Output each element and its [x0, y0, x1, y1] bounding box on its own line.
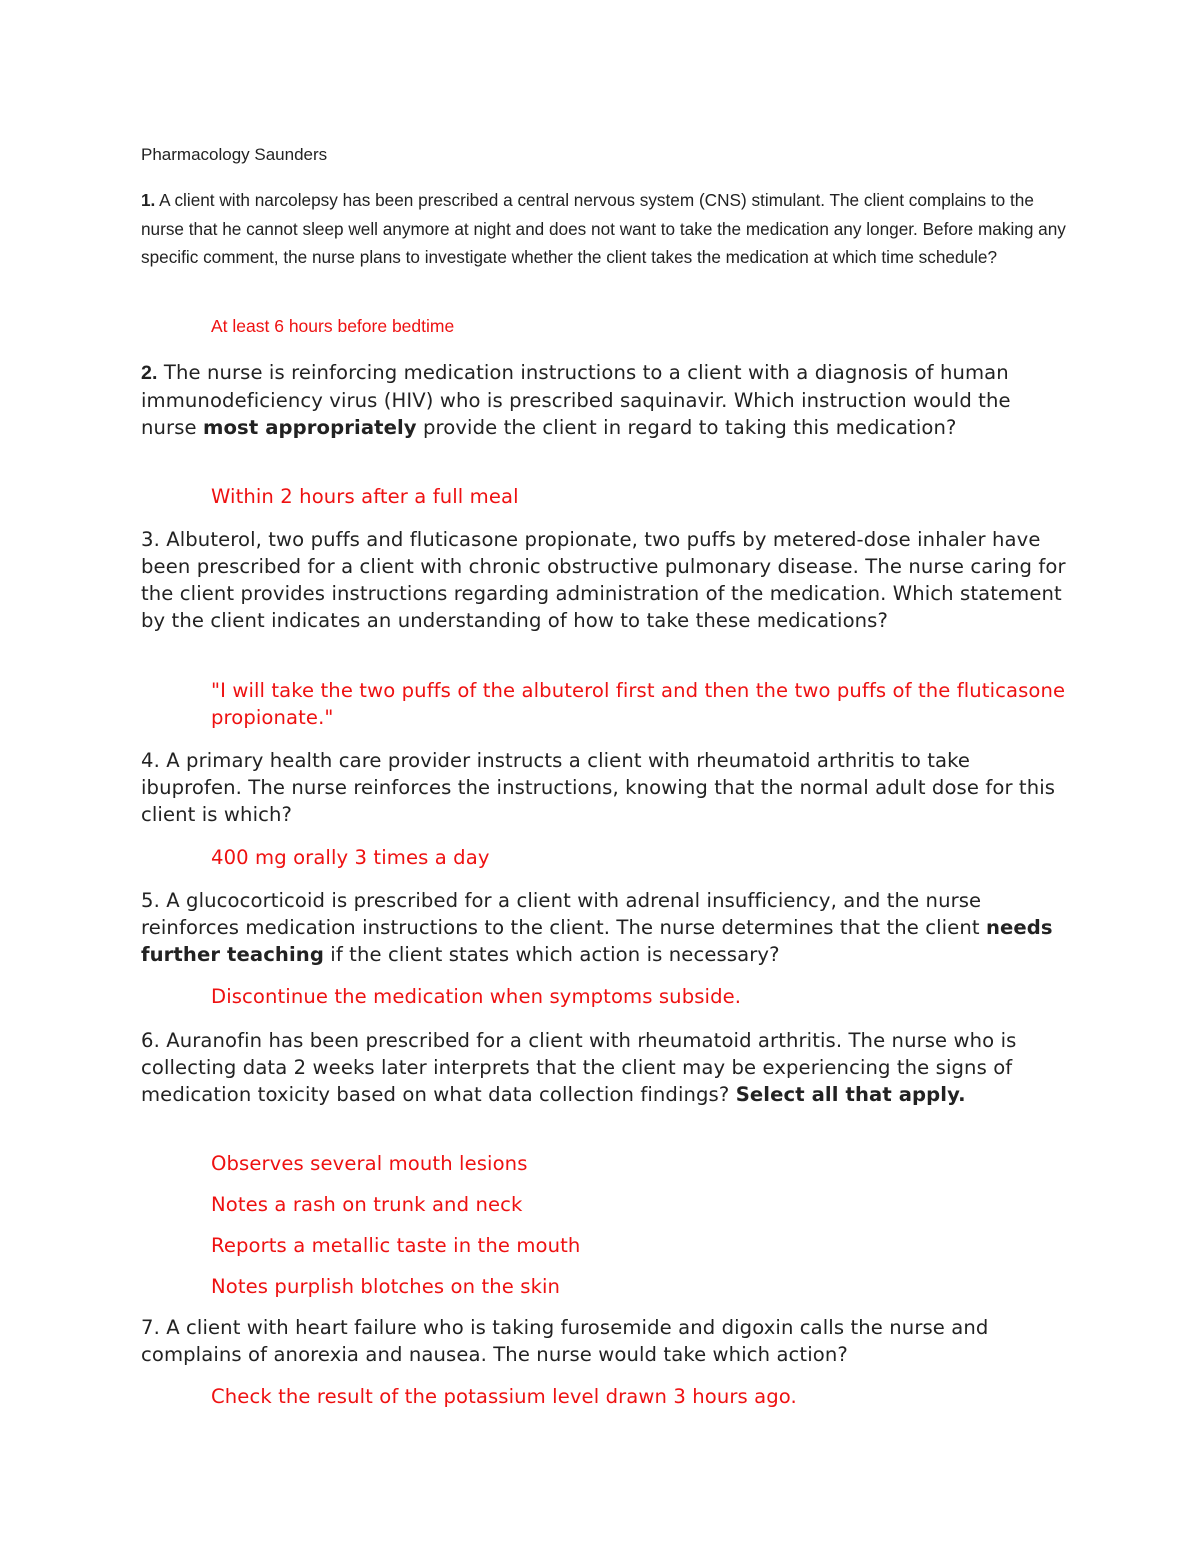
question-5 [141, 887, 1071, 968]
question-text: 6. Auranofin has been prescribed for a client with rheumatoid arthritis. The nurse who is collecting data 2 weeks later interprets that the client may be experiencing the signs of medication toxicity based on what data collection findings? [141, 1029, 1017, 1106]
answer-6-option: Observes several mouth lesions [211, 1152, 528, 1175]
question-emphasis: Select all that apply. [735, 1083, 966, 1106]
document-title: Pharmacology Saunders [141, 145, 328, 164]
answer-6-option: Notes purplish blotches on the skin [211, 1275, 561, 1298]
question-text: if the client states which action is necessary? [323, 943, 780, 966]
answer-5: Discontinue the medication when symptoms subside. [211, 985, 742, 1008]
question-3: 3. Albuterol, two puffs and fluticasone propionate, two puffs by metered-dose inhaler have been prescribed for a client with chronic obstructive pulmonary disease. The nurse caring for the client provides instructions regarding administration of the medication. Which statement by the client indicates an understanding of how to take these medications? [141, 528, 1066, 632]
answer-6-option: Reports a metallic taste in the mouth [211, 1234, 581, 1257]
answer-7: Check the result of the potassium level drawn 3 hours ago. [211, 1385, 797, 1408]
question-number: 1. [141, 190, 156, 210]
answer-4: 400 mg orally 3 times a day [211, 846, 490, 869]
question-2 [141, 359, 1071, 441]
question-7: 7. A client with heart failure who is taking furosemide and digoxin calls the nurse and complains of anorexia and nausea. The nurse would take which action? [141, 1316, 989, 1366]
question-emphasis: needs further teaching [141, 916, 1053, 966]
answer-6-option: Notes a rash on trunk and neck [211, 1193, 523, 1216]
answer-2: Within 2 hours after a full meal [211, 485, 519, 508]
question-text: The nurse is reinforcing medication instructions to a client with a diagnosis of human immunodeficiency virus (HIV) who is prescribed saquinavir. Which instruction would the nurse [141, 361, 1011, 439]
question-6 [141, 1027, 1071, 1108]
question-text: 5. A glucocorticoid is prescribed for a client with adrenal insufficiency, and the nurse reinforces medication instructions to the client. The nurse determines that the client [141, 889, 986, 939]
question-emphasis: most appropriately [202, 416, 417, 439]
answer-3: "I will take the two puffs of the albuterol first and then the two puffs of the fluticasone propionate." [211, 679, 1066, 729]
question-1 [141, 186, 1071, 272]
question-number: 2. [141, 362, 158, 384]
question-text: provide the client in regard to taking this medication? [416, 416, 957, 439]
question-text: A client with narcolepsy has been prescribed a central nervous system (CNS) stimulant. The client complains to the nurse that he cannot sleep well anymore at night and does not want to take the medication any longer. Before making any specific comment, the nurse plans to investigate whether the client takes the medication at which time schedule? [141, 190, 1066, 268]
answer-1: At least 6 hours before bedtime [211, 316, 455, 336]
question-4: 4. A primary health care provider instructs a client with rheumatoid arthritis to take ibuprofen. The nurse reinforces the instructions, knowing that the normal adult dose for this client is which? [141, 749, 1056, 826]
